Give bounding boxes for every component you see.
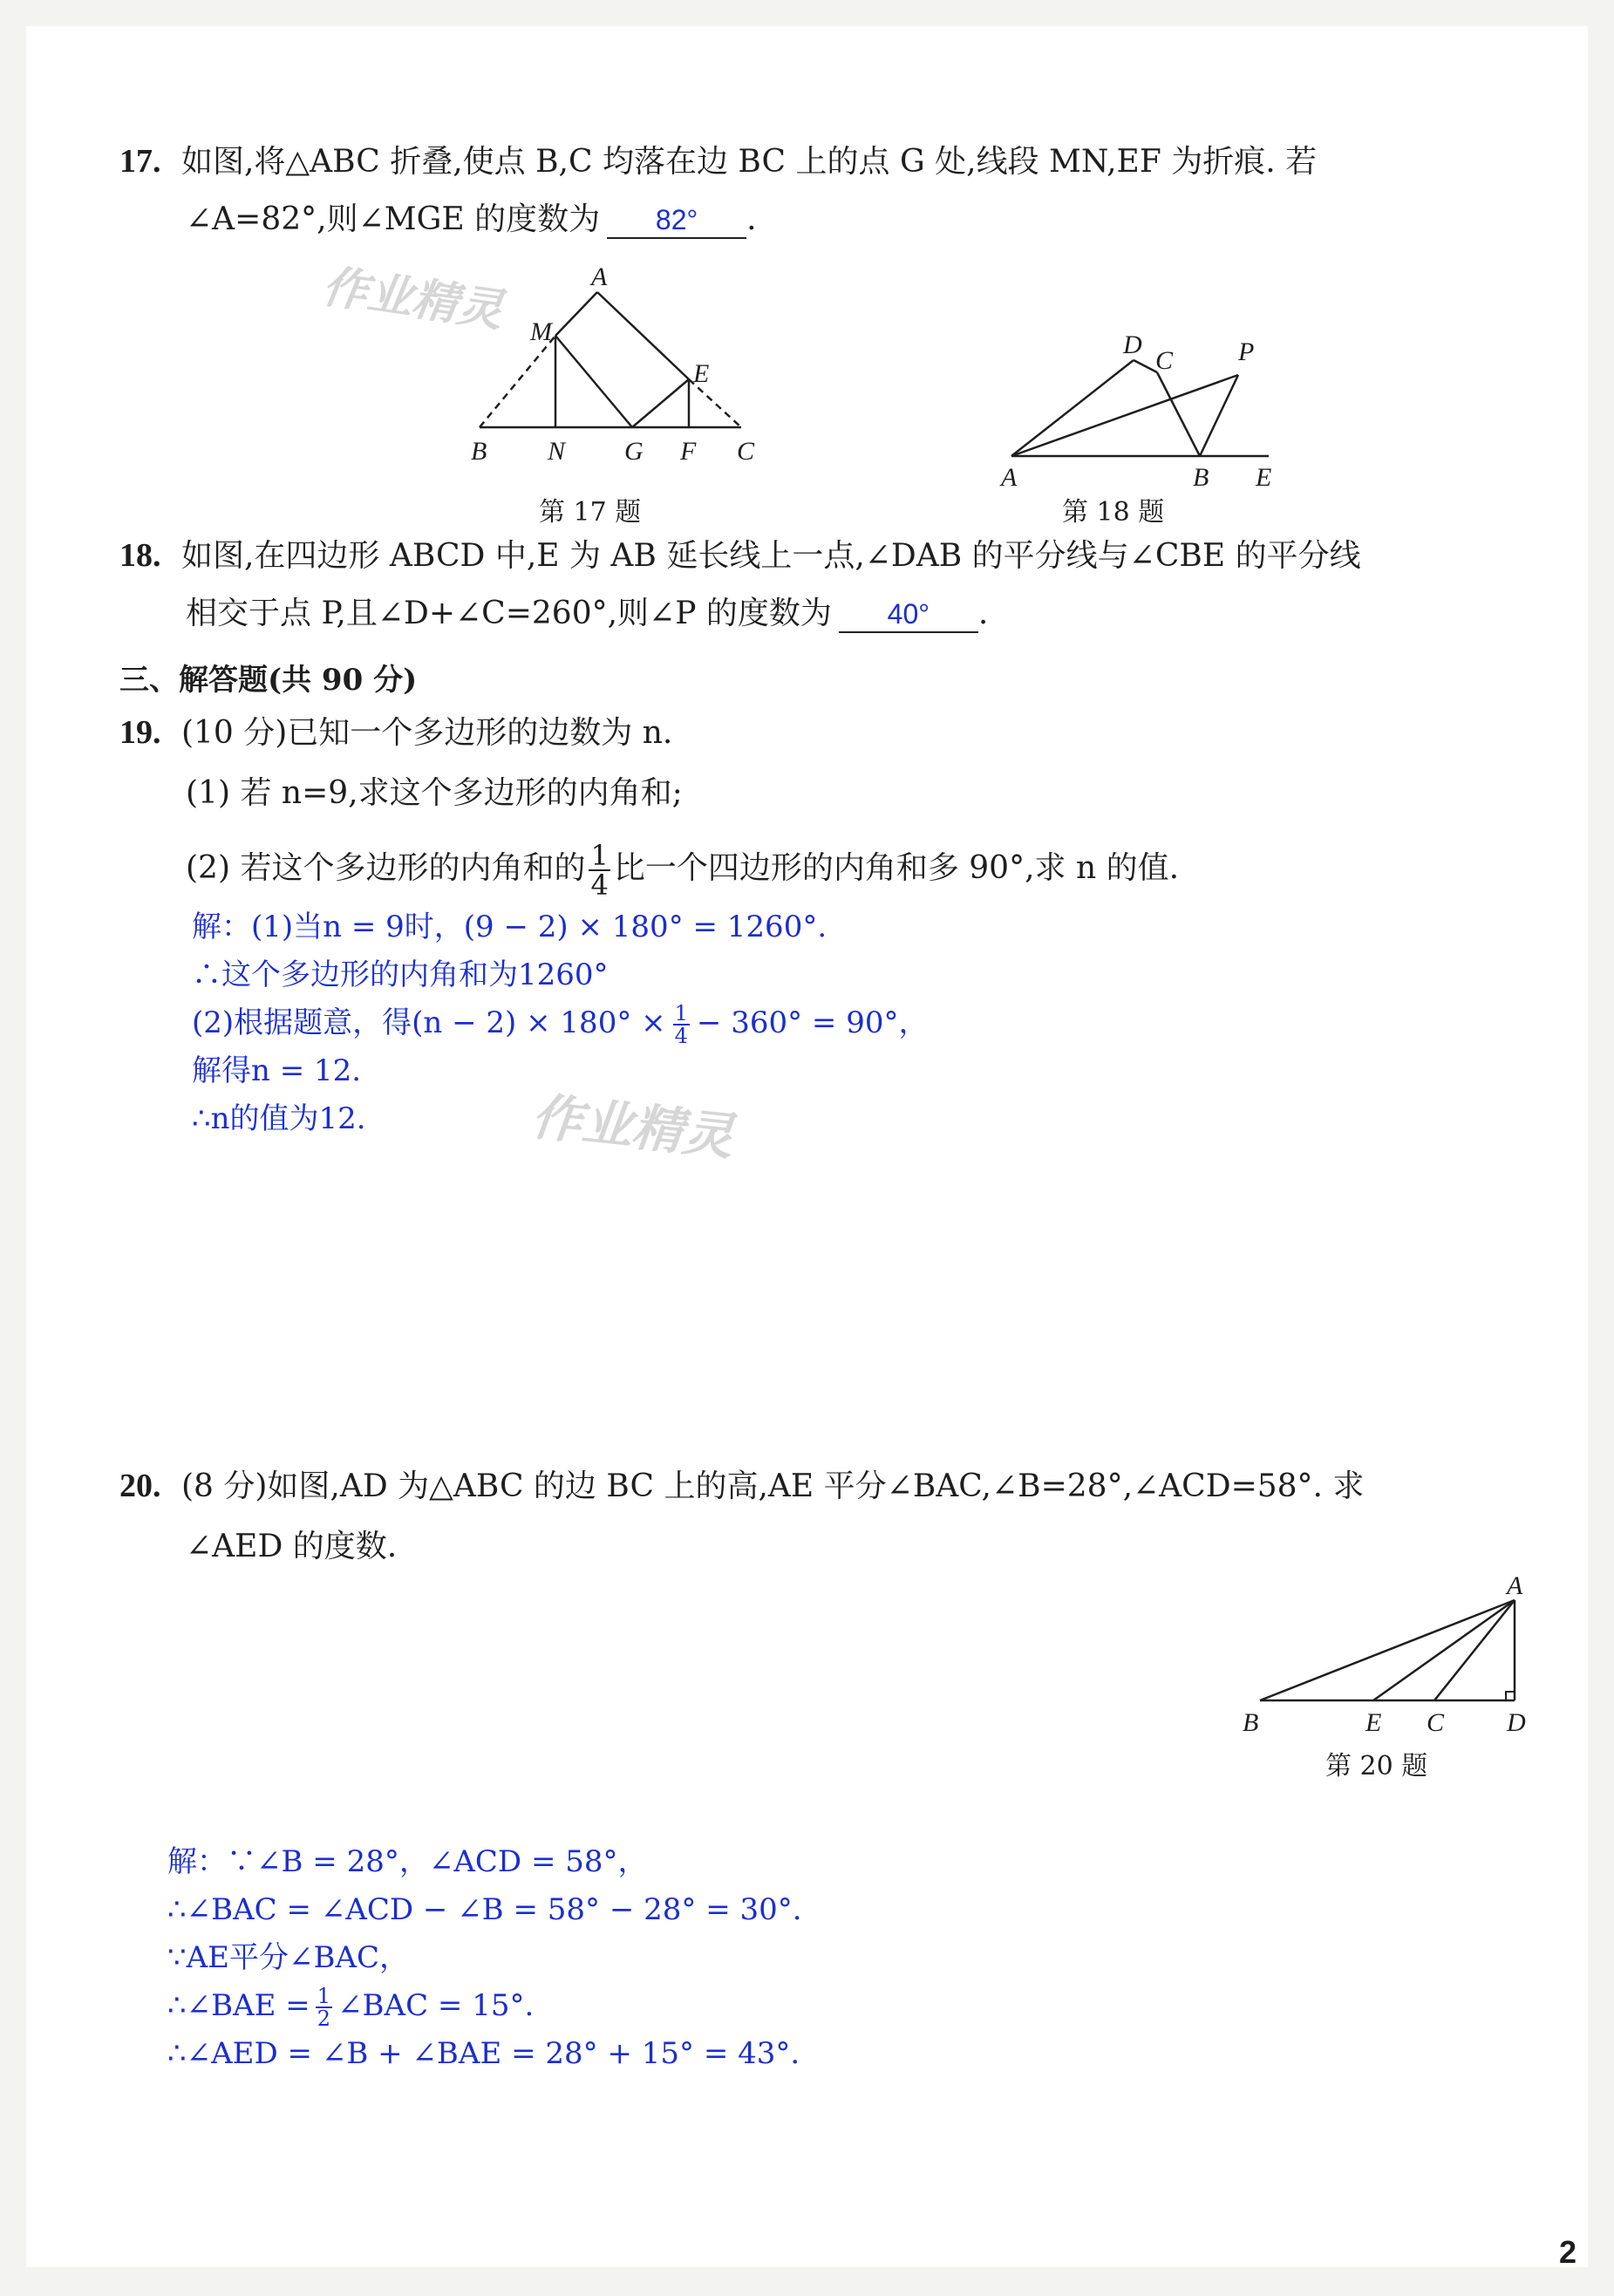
question-17-line1: 如图,将△ABC 折叠,使点 B,C 均落在边 BC 上的点 G 处,线段 MN,EF 为折痕. 若 xyxy=(180,144,1318,180)
question-17-line2-post: . xyxy=(746,201,757,237)
figure-17-caption: 第 17 题 xyxy=(539,497,642,528)
question-18-answer: 40° xyxy=(839,596,978,633)
q20-solution-fraction xyxy=(316,1986,332,2029)
fig18-label-E: E xyxy=(1256,463,1272,488)
fig20-label-A: A xyxy=(1507,1571,1523,1600)
q20-solution-line5: ∴∠AED = ∠B + ∠BAE = 28° + 15° = 43°. xyxy=(167,2036,800,2071)
page-number: 2 xyxy=(1559,2234,1577,2270)
fig20-label-E: E xyxy=(1365,1708,1382,1737)
fig18-label-B: B xyxy=(1193,463,1209,488)
q19-solution-line3 xyxy=(192,1003,928,1046)
question-17-answer: 82° xyxy=(607,202,746,239)
question-20-line2: ∠AED 的度数. xyxy=(186,1529,398,1564)
q19-solution-line4: 解得n = 12. xyxy=(192,1053,362,1088)
fig20-right-angle-mark xyxy=(1506,1692,1515,1700)
question-20 xyxy=(119,1465,1364,1508)
q19-solution-fraction-numerator: 1 xyxy=(674,1001,688,1025)
q20-solution-line3: ∵AE平分∠BAC， xyxy=(167,1940,410,1975)
fig18-label-D: D xyxy=(1123,330,1142,359)
question-18-line1: 如图,在四边形 ABCD 中,E 为 AB 延长线上一点,∠DAB 的平分线与∠CBE 的平分线 xyxy=(180,538,1361,574)
figure-18-caption: 第 18 题 xyxy=(1062,497,1165,528)
figure-20 xyxy=(1229,1570,1561,1744)
q20-solution-fraction-numerator: 1 xyxy=(317,1984,331,2008)
fig20-label-C: C xyxy=(1427,1708,1445,1737)
fig17-label-G: G xyxy=(624,437,644,466)
q19-solution-line5: ∴n的值为12. xyxy=(192,1101,366,1136)
question-19-number: 19. xyxy=(119,714,161,751)
question-17-line2-pre: ∠A=82°,则∠MGE 的度数为 xyxy=(186,201,601,237)
question-19-fraction-denominator: 4 xyxy=(590,869,609,902)
question-19-fraction-numerator: 1 xyxy=(590,839,609,872)
q20-solution-fraction-denominator: 2 xyxy=(317,2006,331,2031)
fig17-label-B: B xyxy=(471,437,487,466)
question-20-number: 20. xyxy=(119,1468,161,1504)
question-18-number: 18. xyxy=(119,537,161,574)
fig18-line-AD xyxy=(1011,360,1134,456)
watermark-top: 作业精灵 xyxy=(319,260,507,338)
question-19 xyxy=(119,712,672,754)
q20-solution-line4 xyxy=(167,1986,534,2029)
fig17-label-M: M xyxy=(530,317,552,346)
question-18-line2-pre: 相交于点 P,且∠D+∠C=260°,则∠P 的度数为 xyxy=(186,596,832,631)
fig17-label-C: C xyxy=(737,437,755,466)
fig18-label-C: C xyxy=(1155,346,1174,375)
fig20-label-B: B xyxy=(1243,1708,1259,1737)
fig20-label-D: D xyxy=(1507,1708,1526,1737)
fig18-line-CB xyxy=(1157,372,1200,456)
fig18-label-A: A xyxy=(1001,463,1018,488)
fig17-label-N: N xyxy=(548,437,566,466)
q20-solution-line4-post: ∠BAC = 15°. xyxy=(337,1988,535,2023)
question-17-number: 17. xyxy=(119,143,161,180)
fig20-line-EA xyxy=(1373,1600,1515,1700)
question-18 xyxy=(119,535,1361,577)
section-3-title: 三、解答题(共 90 分) xyxy=(119,663,418,698)
question-20-line1: (8 分)如图,AD 为△ABC 的边 BC 上的高,AE 平分∠BAC,∠B=28°,∠ACD=58°. 求 xyxy=(180,1468,1365,1504)
q19-solution-fraction-denominator: 4 xyxy=(674,1024,688,1048)
q19-solution-line1: 解：(1)当n = 9时，(9 − 2) × 180° = 1260°. xyxy=(192,910,827,944)
fig17-label-F: F xyxy=(680,437,697,466)
fig17-line-GE xyxy=(632,379,689,427)
figure-18 xyxy=(977,310,1291,488)
question-19-part2-post: 比一个四边形的内角和多 90°,求 n 的值. xyxy=(613,850,1180,886)
fig17-line-MG xyxy=(555,336,632,427)
fig17-line-MA xyxy=(555,292,597,336)
question-19-part2 xyxy=(186,839,1180,902)
fig17-label-E: E xyxy=(693,359,710,388)
question-19-fraction xyxy=(589,839,610,902)
q19-solution-line3-post: − 360° = 90°， xyxy=(696,1005,929,1040)
q19-solution-fraction xyxy=(673,1003,690,1046)
fig20-line-BA xyxy=(1260,1600,1515,1700)
question-19-part2-pre: (2) 若这个多边形的内角和的 xyxy=(186,850,586,886)
question-17-line2 xyxy=(186,199,757,241)
q20-solution-line1: 解：∵∠B = 28°，∠ACD = 58°， xyxy=(167,1844,648,1879)
fig18-line-DC xyxy=(1134,360,1157,372)
question-17 xyxy=(119,140,1317,183)
figure-20-caption: 第 20 题 xyxy=(1325,1751,1428,1782)
question-18-line2-post: . xyxy=(977,596,989,631)
fig18-line-AP xyxy=(1011,375,1238,456)
fig17-label-A: A xyxy=(591,262,608,291)
q20-solution-line4-pre: ∴∠BAE = xyxy=(167,1988,310,2023)
worksheet-page xyxy=(26,26,1588,2270)
question-18-line2 xyxy=(186,593,988,635)
question-19-stem: (10 分)已知一个多边形的边数为 n. xyxy=(180,715,673,751)
watermark-middle: 作业精灵 xyxy=(528,1087,737,1167)
fig17-line-AE xyxy=(597,292,689,379)
question-19-part1: (1) 若 n=9,求这个多边形的内角和; xyxy=(186,775,683,811)
q20-solution-line2: ∴∠BAC = ∠ACD − ∠B = 58° − 28° = 30°. xyxy=(167,1892,802,1927)
q19-solution-line3-pre: (2)根据题意，得(n − 2) × 180° × xyxy=(192,1005,666,1040)
fig17-line-BM-dashed xyxy=(480,336,555,427)
q19-solution-line2: ∴这个多边形的内角和为1260° xyxy=(192,957,609,992)
fig18-label-P: P xyxy=(1238,337,1255,366)
